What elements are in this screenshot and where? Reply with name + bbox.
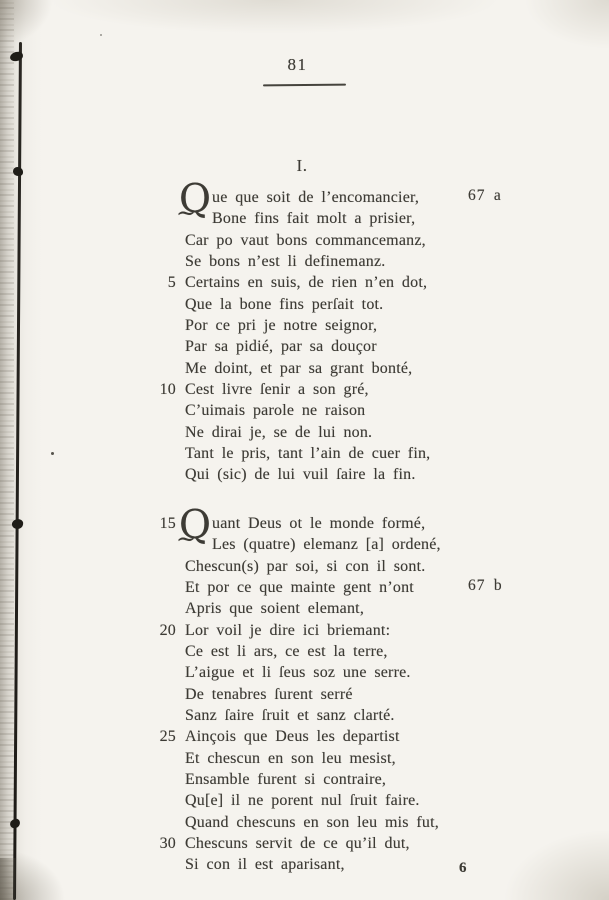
- line-number: [150, 443, 176, 464]
- line-text: ue que soit de l’encomancier,: [212, 189, 420, 206]
- line-text: Et chescun en son leu mesist,: [185, 749, 396, 767]
- line-number: [150, 705, 176, 726]
- line-text: Cest livre ſenir a son gré,: [185, 381, 369, 399]
- poem-line: [150, 748, 580, 769]
- poem-line: [150, 358, 580, 379]
- line-number: [150, 400, 176, 421]
- poem-line: [150, 315, 580, 336]
- page-number: 81: [287, 55, 308, 74]
- line-text: Que la bone fins perſait tot.: [185, 295, 384, 313]
- binding-gutter-texture: [0, 0, 14, 900]
- line-text: Car po vaut bons commancemanz,: [185, 231, 426, 249]
- line-text: Por ce pri je notre seignor,: [185, 317, 378, 335]
- poem-line: [150, 620, 580, 641]
- poem-line: [150, 812, 580, 833]
- line-number: [150, 358, 176, 379]
- line-number: [150, 854, 176, 875]
- poem-line: [150, 790, 580, 811]
- line-text: Par sa pidié, par sa douçor: [185, 338, 377, 356]
- poem-line: [150, 726, 580, 747]
- line-text: C’uimais parole ne raison: [185, 402, 366, 420]
- section-heading: I.: [296, 156, 308, 175]
- line-number: [150, 556, 176, 577]
- poem-line: [150, 513, 580, 534]
- line-text: Chescuns servit de ce qu’il dut,: [185, 834, 410, 852]
- poem-line: [150, 534, 580, 555]
- poem-line: [150, 272, 580, 293]
- line-text: Ensamble furent si contraire,: [185, 770, 387, 788]
- line-text: L’aigue et li ſeus soz une serre.: [185, 664, 411, 682]
- poem: [150, 177, 580, 876]
- line-number: 20: [159, 621, 176, 639]
- line-number: 25: [159, 728, 176, 746]
- line-number: [150, 577, 176, 598]
- poem-line: [150, 598, 580, 619]
- line-number: [150, 336, 176, 357]
- line-text: Sanz ſaire ſruit et sanz clarté.: [185, 706, 395, 724]
- line-number: [150, 251, 176, 272]
- line-text: Apris que soient elemant,: [185, 600, 365, 618]
- poem-line: [150, 769, 580, 790]
- line-text: Qui (sic) de lui vuil ſaire la fin.: [185, 466, 416, 484]
- line-text: Et por ce que mainte gent n’ont: [185, 578, 414, 596]
- poem-line: [150, 187, 580, 208]
- poem-line: [150, 662, 580, 683]
- column-reference-note: 67 a: [468, 187, 502, 204]
- poem-line: [150, 684, 580, 705]
- poem-line: [150, 251, 580, 272]
- line-number: [150, 662, 176, 683]
- line-number: [150, 812, 176, 833]
- poem-line: [150, 577, 580, 598]
- line-text: Si con il est aparisant,: [185, 856, 345, 874]
- line-number: [150, 464, 176, 485]
- line-text: Ne dirai je, se de lui non.: [185, 423, 373, 441]
- line-text: Qu[e] il ne porent nul ſruit faire.: [185, 792, 420, 810]
- line-number: [150, 684, 176, 705]
- line-number: [150, 208, 176, 229]
- poem-line: [150, 208, 580, 229]
- line-number: [150, 187, 176, 208]
- poem-line: [150, 464, 580, 485]
- line-text: Tant le pris, tant l’ain de cuer fin,: [185, 445, 431, 463]
- line-number: [150, 315, 176, 336]
- binding-gutter-shadow: [0, 858, 18, 900]
- poem-line: [150, 294, 580, 315]
- line-number: [150, 769, 176, 790]
- poem-line: [150, 379, 580, 400]
- line-number: [150, 230, 176, 251]
- line-text: Lor voil je dire ici briemant:: [185, 621, 391, 639]
- stanza: [150, 502, 580, 876]
- line-number: [150, 790, 176, 811]
- stanza: [150, 177, 580, 486]
- drop-cap-letter: Q ~: [179, 184, 211, 216]
- column-reference-note: 67 b: [468, 576, 503, 594]
- line-text: Quand chescuns en son leu mis fut,: [185, 813, 439, 831]
- ink-speck: [51, 452, 54, 455]
- line-text: Chescun(s) par soi, si con il sont.: [185, 557, 426, 575]
- signature-mark: 6: [459, 860, 467, 876]
- drop-cap-letter: Q ~: [179, 510, 211, 542]
- line-text: Certains en suis, de rien n’en dot,: [185, 274, 428, 292]
- stitch-mark: [9, 818, 20, 829]
- line-number: [150, 641, 176, 662]
- ink-speck: [100, 34, 102, 36]
- line-number: [150, 534, 176, 555]
- poem-line: [150, 833, 580, 854]
- line-text: Les (quatre) elemanz [a] ordené,: [212, 536, 441, 554]
- poem-line: [150, 336, 580, 357]
- poem-line: [150, 400, 580, 421]
- line-text: uant Deus ot le monde formé,: [212, 514, 426, 532]
- poem-line: [150, 556, 580, 577]
- line-text: Ce est li ars, ce est la terre,: [185, 642, 388, 660]
- line-number: 10: [159, 381, 176, 399]
- line-text: De tenabres ſurent serré: [185, 685, 353, 703]
- line-number: 30: [159, 834, 176, 852]
- page-number-rule: [263, 84, 346, 87]
- poem-line: [150, 422, 580, 443]
- line-number: [150, 598, 176, 619]
- poem-line: [150, 230, 580, 251]
- line-text: Me doint, et par sa grant bonté,: [185, 359, 413, 377]
- poem-line: [150, 705, 580, 726]
- poem-line: [150, 641, 580, 662]
- line-number: [150, 294, 176, 315]
- line-text: Se bons n’est li definemanz.: [185, 253, 386, 271]
- line-text: Bone fins fait molt a prisier,: [212, 210, 416, 228]
- poem-line: [150, 854, 580, 875]
- line-number: 15: [159, 514, 176, 532]
- line-number: [150, 422, 176, 443]
- line-number: [150, 748, 176, 769]
- line-text: Ainçois que Deus les departist: [185, 728, 400, 746]
- poem-line: [150, 443, 580, 464]
- line-number: 5: [167, 274, 176, 292]
